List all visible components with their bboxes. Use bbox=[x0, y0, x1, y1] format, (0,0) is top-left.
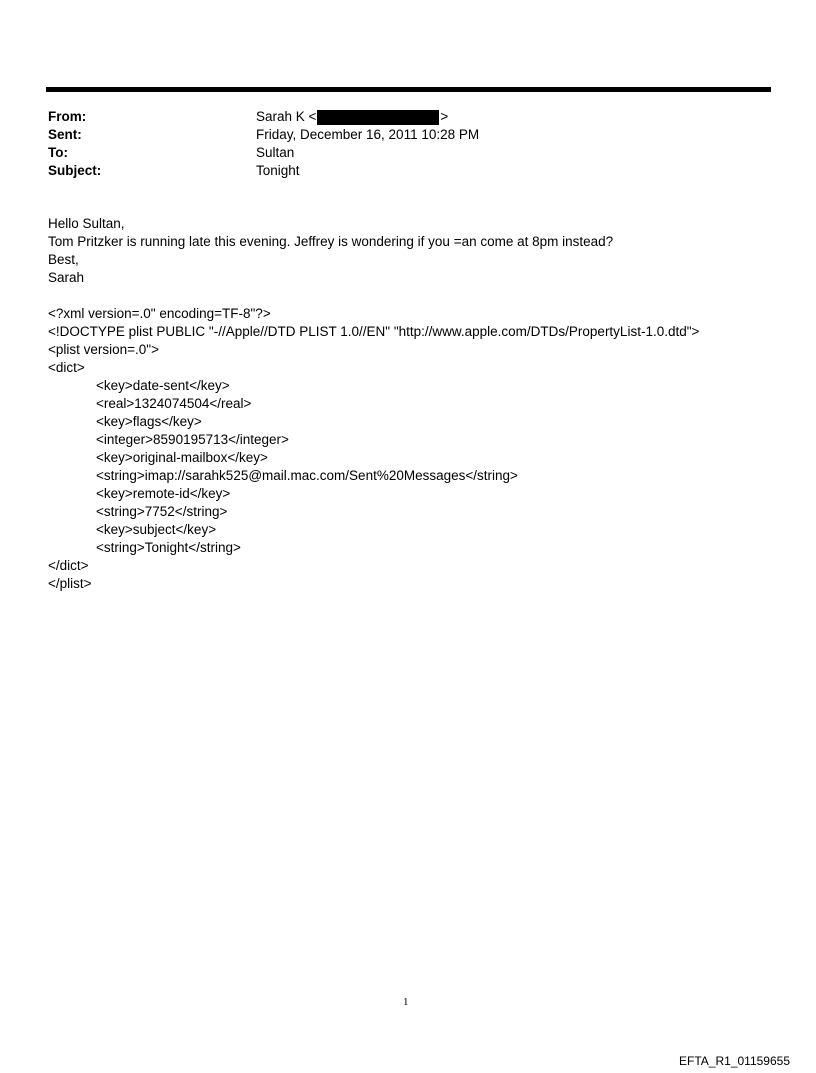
dict-entry: <string>Tonight</string> bbox=[96, 540, 241, 555]
dict-entry: <integer>8590195713</integer> bbox=[96, 432, 289, 447]
dict-open: <dict> bbox=[48, 360, 85, 375]
to-value: Sultan bbox=[256, 145, 295, 160]
message-body bbox=[48, 215, 613, 287]
plist-open: <plist version=.0"> bbox=[48, 342, 159, 357]
subject-label: Subject: bbox=[48, 163, 102, 178]
redaction-box bbox=[317, 110, 439, 125]
message-line: Tom Pritzker is running late this evening. Jeffrey is wondering if you =an come at 8pm instead? bbox=[48, 234, 614, 249]
dict-entry: <key>date-sent</key> bbox=[96, 378, 230, 393]
message-line: Sarah bbox=[48, 270, 85, 285]
from-close: > bbox=[440, 109, 449, 124]
subject-row bbox=[48, 162, 479, 180]
from-row bbox=[48, 108, 479, 126]
dict-entry: <key>original-mailbox</key> bbox=[96, 450, 268, 465]
dict-entry: <string>imap://sarahk525@mail.mac.com/Sent%20Messages</string> bbox=[96, 468, 518, 483]
to-label: To: bbox=[48, 145, 68, 160]
plist-xml bbox=[48, 305, 699, 593]
dict-close: </dict> bbox=[48, 558, 89, 573]
plist-close: </plist> bbox=[48, 576, 92, 591]
dict-entry: <key>remote-id</key> bbox=[96, 486, 231, 501]
dict-entry: <string>7752</string> bbox=[96, 504, 228, 519]
sent-label: Sent: bbox=[48, 127, 82, 142]
dict-entry: <real>1324074504</real> bbox=[96, 396, 252, 411]
dict-entry: <key>subject</key> bbox=[96, 522, 217, 537]
message-line: Hello Sultan, bbox=[48, 216, 125, 231]
dict-entry: <key>flags</key> bbox=[96, 414, 202, 429]
xml-declaration: <?xml version=.0" encoding=TF-8"?> bbox=[48, 306, 271, 321]
page-number: 1 bbox=[403, 996, 409, 1008]
subject-value: Tonight bbox=[256, 163, 300, 178]
doctype-line: <!DOCTYPE plist PUBLIC "-//Apple//DTD PLIST 1.0//EN" "http://www.apple.com/DTDs/PropertyList-1.0.dtd"> bbox=[48, 324, 700, 339]
from-label: From: bbox=[48, 109, 87, 124]
from-value bbox=[256, 108, 448, 126]
message-line: Best, bbox=[48, 252, 79, 267]
email-header bbox=[48, 108, 479, 180]
bates-number: EFTA_R1_01159655 bbox=[679, 1054, 790, 1068]
sent-value: Friday, December 16, 2011 10:28 PM bbox=[256, 127, 480, 142]
sent-row bbox=[48, 126, 479, 144]
header-rule bbox=[46, 87, 771, 92]
from-name: Sarah K < bbox=[256, 109, 317, 124]
to-row bbox=[48, 144, 479, 162]
